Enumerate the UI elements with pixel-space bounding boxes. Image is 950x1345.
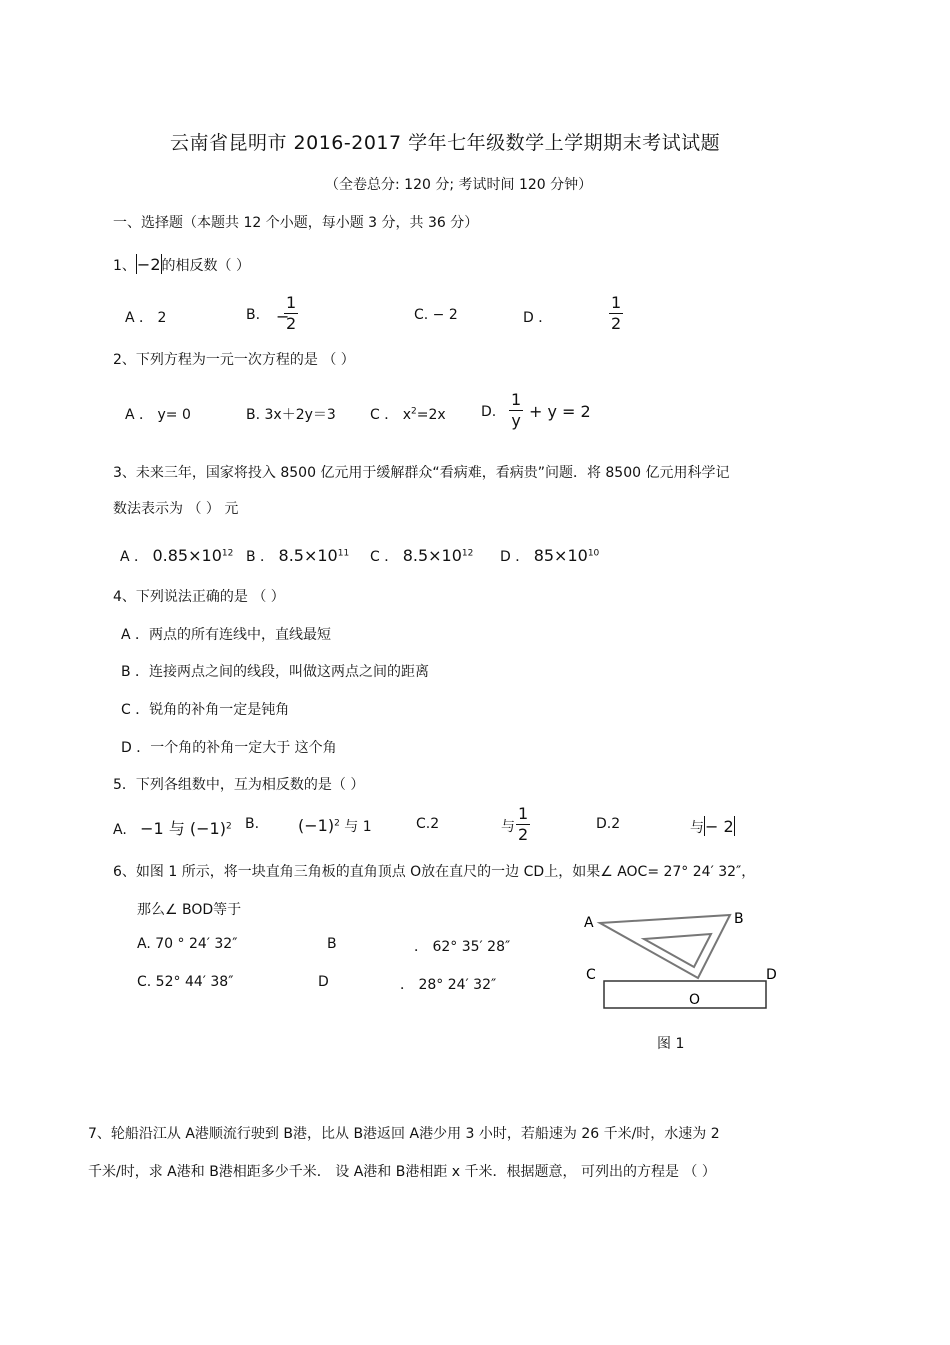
q2-option-d-fraction	[509, 392, 523, 429]
abs-bar-right	[734, 816, 735, 836]
section-heading: 一、选择题（本题共 12 个小题，每小题 3 分，共 36 分）	[113, 215, 479, 231]
question-6-line-1: 6、如图 1 所示，将一块直角三角板的直角顶点 O放在直尺的一边 CD上，如果∠ AOC= 27° 24′ 32″，	[113, 864, 756, 880]
q3-option-a-value: 0.85×10	[152, 546, 222, 565]
triangle-outer	[600, 915, 730, 978]
question-3-line-1: 3、未来三年，国家将投入 8500 亿元用于缓解群众“看病难，看病贵”问题．将 8500 亿元用科学记	[113, 465, 730, 481]
q5-option-d	[690, 816, 735, 837]
fraction-denominator: y	[511, 411, 521, 430]
fraction-numerator: 1	[518, 804, 529, 823]
q2-option-c-rest: =2x	[416, 407, 446, 423]
q2-option-d-rest: + y = 2	[529, 402, 591, 421]
q1-prefix: 1、	[113, 258, 136, 274]
question-7-line-1: 7、轮船沿江从 A港顺流行驶到 B港，比从 B港返回 A港少用 3 小时，若船速为 26 千米/时，水速为 2	[88, 1126, 720, 1142]
q5-option-a-exponent: 2	[225, 821, 232, 832]
q1-option-b-fraction	[284, 295, 298, 332]
q6-option-d-label: D	[318, 974, 329, 990]
question-4: 4、下列说法正确的是 （ ）	[113, 589, 285, 605]
q3-option-a-label: A ．	[120, 549, 149, 565]
question-3-line-2: 数法表示为 （ ） 元	[113, 501, 239, 517]
q3-option-d-value: 85×10	[533, 546, 588, 565]
q3-option-b-exponent: 11	[337, 548, 350, 559]
q3-option-d-exponent: 10	[587, 548, 600, 559]
q5-option-d-with: 与	[690, 820, 704, 836]
q2-option-c-label: C ．	[370, 407, 399, 423]
q2-option-c-base: x	[402, 407, 411, 423]
label-C: C	[586, 967, 596, 983]
q5-option-b-value: (−1)	[298, 816, 335, 835]
q5-option-c-fraction	[516, 806, 530, 843]
q2-option-c-exponent: 2	[410, 406, 417, 417]
q4-option-a: A ．两点的所有连线中，直线最短	[121, 627, 332, 643]
q1-option-d-fraction	[609, 295, 623, 332]
q3-option-c	[370, 546, 473, 566]
q3-option-b-label: B ．	[246, 549, 275, 565]
figure-1-caption: 图 1	[657, 1036, 685, 1052]
q5-option-b-exponent: 2	[334, 818, 340, 829]
q2-option-a: A ． y= 0	[125, 407, 191, 423]
q3-option-c-label: C ．	[370, 549, 399, 565]
fraction-denominator: 2	[286, 314, 297, 333]
q2-option-d-label: D.	[481, 404, 497, 420]
ruler	[604, 981, 766, 1008]
label-O: O	[689, 992, 701, 1008]
q5-option-d-label: D.2	[596, 816, 621, 832]
q5-option-b	[298, 816, 372, 836]
q3-option-b-value: 8.5×10	[278, 546, 338, 565]
fraction-numerator: 1	[611, 293, 622, 312]
q3-option-c-exponent: 12	[461, 548, 474, 559]
q6-option-b-value: ． 62° 35′ 28″	[414, 939, 511, 955]
q5-option-a	[113, 816, 232, 839]
q5-option-c-label: C.2	[416, 816, 440, 832]
q1-option-c: C. − 2	[414, 307, 458, 323]
question-1	[113, 254, 250, 275]
q3-option-d	[500, 546, 599, 566]
q6-option-b-label: B	[327, 936, 337, 952]
q2-option-c	[370, 404, 446, 424]
label-B: B	[734, 911, 744, 927]
question-6-line-2: 那么∠ BOD等于	[137, 902, 242, 918]
fraction-denominator: 2	[611, 314, 622, 333]
q5-option-b-rest: 与 1	[339, 819, 372, 835]
q4-option-b: B ．连接两点之间的线段，叫做这两点之间的距离	[121, 664, 430, 680]
q6-option-a: A. 70 ° 24′ 32″	[137, 936, 238, 952]
label-A: A	[584, 915, 594, 931]
q3-option-b	[246, 546, 349, 566]
q6-option-d-value: ． 28° 24′ 32″	[400, 977, 497, 993]
q2-option-b: B. 3x＋2y＝3	[246, 407, 336, 423]
q1-abs-value: −2	[136, 255, 161, 274]
q1-text: 的相反数（ ）	[161, 258, 250, 274]
page-subtitle: （全卷总分: 120 分; 考试时间 120 分钟）	[325, 177, 593, 193]
q1-option-a: A ． 2	[125, 310, 167, 326]
q1-option-d-label: D ．	[523, 310, 553, 326]
question-2: 2、下列方程为一元一次方程的是 （ ）	[113, 352, 355, 368]
q3-option-c-value: 8.5×10	[402, 546, 462, 565]
q6-option-c: C. 52° 44′ 38″	[137, 974, 234, 990]
q3-option-a	[120, 546, 233, 566]
q5-option-a-value: −1 与 (−1)	[140, 819, 226, 838]
q1-option-b-label: B.	[246, 307, 261, 323]
fraction-denominator: 2	[518, 825, 529, 844]
q5-option-d-abs: − 2	[705, 817, 734, 836]
page-title: 云南省昆明市 2016-2017 学年七年级数学上学期期末考试试题	[170, 132, 721, 154]
question-7-line-2: 千米/时，求 A港和 B港相距多少千米． 设 A港和 B港相距 x 千米．根据题意， 可列出的方程是 （ ）	[88, 1164, 716, 1180]
figure-1-diagram	[580, 905, 790, 1015]
q4-option-c: C ．锐角的补角一定是钝角	[121, 702, 290, 718]
triangle-inner	[644, 934, 711, 967]
q1-option-b-sign: −	[276, 307, 290, 326]
label-D: D	[766, 967, 777, 983]
q4-option-d: D ．一个角的补角一定大于 这个角	[121, 740, 337, 756]
q3-option-a-exponent: 12	[221, 548, 234, 559]
q5-option-a-label: A.	[113, 822, 127, 838]
q5-option-b-label: B.	[245, 816, 260, 832]
q3-option-d-label: D ．	[500, 549, 530, 565]
question-5: 5．下列各组数中，互为相反数的是（ ）	[113, 777, 365, 793]
fraction-numerator: 1	[511, 390, 522, 409]
q5-option-c-with: 与	[501, 819, 515, 835]
fraction-numerator: 1	[286, 293, 297, 312]
